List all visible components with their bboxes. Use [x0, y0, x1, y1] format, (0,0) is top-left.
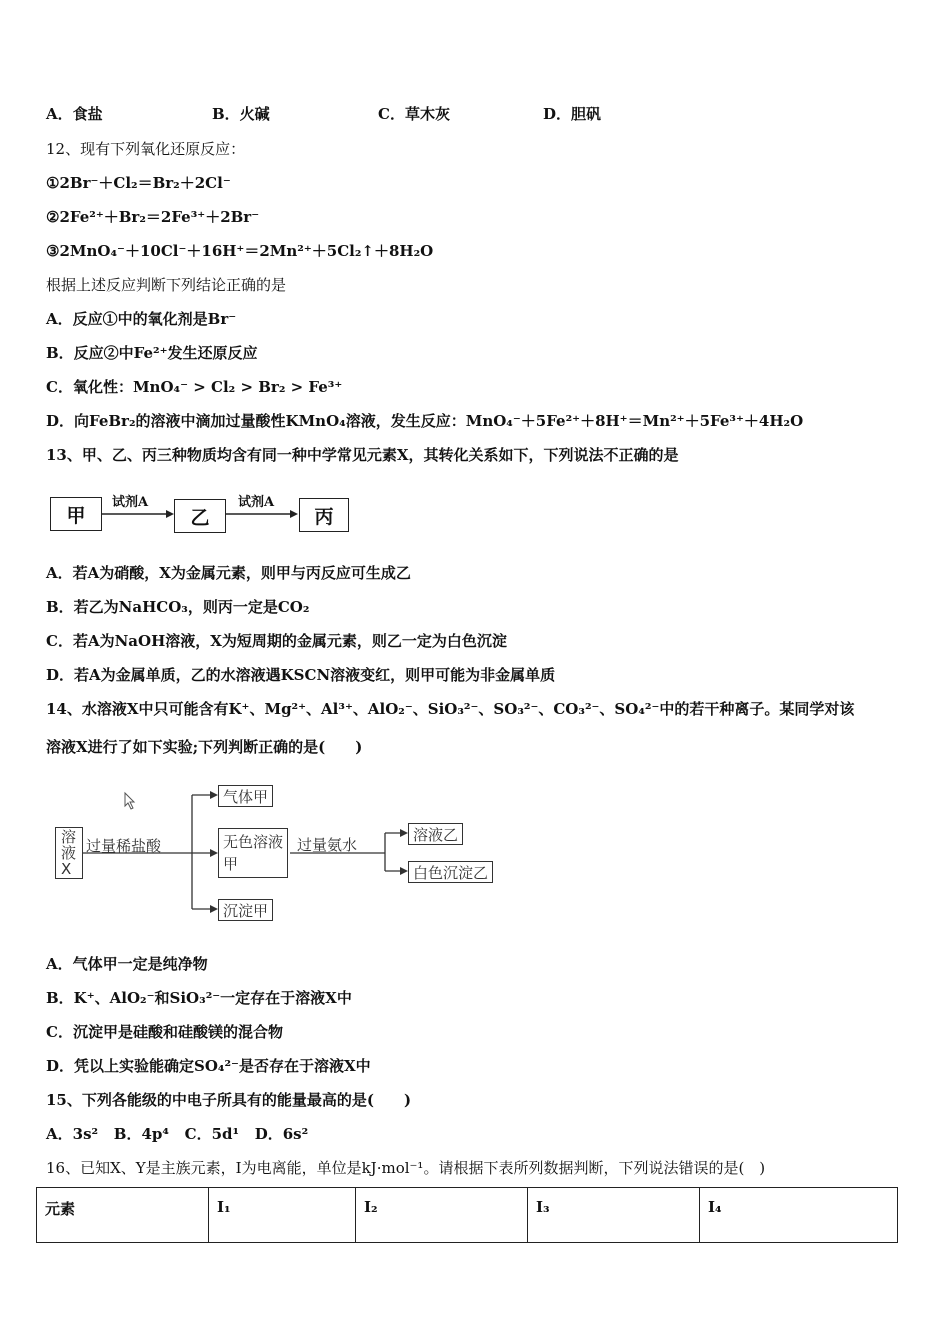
- q15-stem: 15、下列各能级的中电子所具有的能量最高的是( ): [46, 1091, 412, 1109]
- q15-option-b: B．4p⁴: [113, 1125, 169, 1143]
- q13-option-a: A．若A为硝酸，X为金属元素，则甲与丙反应可生成乙: [46, 564, 411, 582]
- q12-option-a: A．反应①中的氧化剂是Br⁻: [46, 310, 237, 328]
- table-header-element: 元素: [37, 1188, 209, 1243]
- q15-option-c: C．5d¹: [184, 1125, 240, 1143]
- q15-option-d: D．6s²: [254, 1125, 309, 1143]
- q14-stem-line-2: 溶液X进行了如下实验;下列判断正确的是( ): [46, 738, 363, 756]
- table-header-i4: I₄: [700, 1188, 898, 1243]
- q14-option-a: A．气体甲一定是纯净物: [46, 955, 208, 973]
- q12-option-d: D．向FeBr₂的溶液中滴加过量酸性KMnO₄溶液，发生反应：MnO₄⁻＋5Fe²⁺＋8H⁺＝Mn²⁺＋5Fe³⁺＋4H₂O: [46, 412, 804, 430]
- q14-option-d: D．凭以上实验能确定SO₄²⁻是否存在于溶液X中: [46, 1057, 371, 1075]
- q13-box-yi: 乙: [174, 499, 226, 533]
- q14-stem-line-1: 14、水溶液X中只可能含有K⁺、Mg²⁺、Al³⁺、AlO₂⁻、SiO₃²⁻、SO₃²⁻、CO₃²⁻、SO₄²⁻中的若干种离子。某同学对该: [46, 700, 855, 718]
- q13-box-bing: 丙: [299, 498, 349, 532]
- q12-ask: 根据上述反应判断下列结论正确的是: [46, 276, 287, 294]
- q14-solution-x-box: 溶液X: [55, 827, 83, 879]
- table-header-i1: I₁: [209, 1188, 356, 1243]
- q15-options: [46, 1123, 308, 1144]
- q14-step2-label: 过量氨水: [297, 836, 358, 854]
- q14-step1-label: 过量稀盐酸: [86, 837, 162, 855]
- q16-stem: 16、已知X、Y是主族元素，I为电离能，单位是kJ·mol⁻¹。请根据下表所列数据判断，下列说法错误的是( ): [46, 1159, 766, 1177]
- mouse-cursor-icon: [125, 793, 134, 809]
- q13-reagent-label-2: 试剂A: [238, 495, 275, 510]
- q13-reagent-label-1: 试剂A: [112, 495, 149, 510]
- table-header-i3: I₃: [528, 1188, 700, 1243]
- table-header-row: [37, 1188, 898, 1243]
- q16-ionization-table: [36, 1187, 898, 1243]
- q13-option-c: C．若A为NaOH溶液，X为短周期的金属元素，则乙一定为白色沉淀: [46, 632, 507, 650]
- q12-reaction-3: ③2MnO₄⁻＋10Cl⁻＋16H⁺＝2Mn²⁺＋5Cl₂↑＋8H₂O: [46, 242, 434, 260]
- q12-option-b: B．反应②中Fe²⁺发生还原反应: [46, 344, 258, 362]
- q14-precipitate-box: 沉淀甲: [218, 899, 273, 921]
- q12-reaction-1: ①2Br⁻＋Cl₂＝Br₂＋2Cl⁻: [46, 174, 231, 192]
- q12-reaction-2: ②2Fe²⁺＋Br₂＝2Fe³⁺＋2Br⁻: [46, 208, 260, 226]
- q12-stem: 12、现有下列氧化还原反应：: [46, 140, 246, 158]
- q14-solution-yi-box: 溶液乙: [408, 823, 463, 845]
- q14-gas-box: 气体甲: [218, 785, 273, 807]
- q13-option-b: B．若乙为NaHCO₃，则丙一定是CO₂: [46, 598, 310, 616]
- q11-option-c: C．草木灰: [378, 105, 450, 123]
- q14-option-b: B．K⁺、AlO₂⁻和SiO₃²⁻一定存在于溶液X中: [46, 989, 352, 1007]
- q14-white-precipitate-box: 白色沉淀乙: [408, 861, 493, 883]
- q13-box-jia: 甲: [50, 497, 102, 531]
- q14-option-c: C．沉淀甲是硅酸和硅酸镁的混合物: [46, 1023, 283, 1041]
- q14-colorless-solution-box: 无色溶液甲: [218, 828, 288, 878]
- q13-stem: 13、甲、乙、丙三种物质均含有同一种中学常见元素X，其转化关系如下，下列说法不正确的是: [46, 446, 679, 464]
- q13-arrows: [0, 0, 950, 560]
- q11-option-d: D．胆矾: [543, 105, 602, 123]
- q11-option-a: A．食盐: [46, 105, 103, 123]
- table-header-i2: I₂: [356, 1188, 528, 1243]
- q11-option-b: B．火碱: [212, 105, 270, 123]
- q15-option-a: A．3s²: [46, 1125, 99, 1143]
- q12-option-c: C．氧化性：MnO₄⁻ > Cl₂ > Br₂ > Fe³⁺: [46, 378, 343, 396]
- q13-option-d: D．若A为金属单质，乙的水溶液遇KSCN溶液变红，则甲可能为非金属单质: [46, 666, 556, 684]
